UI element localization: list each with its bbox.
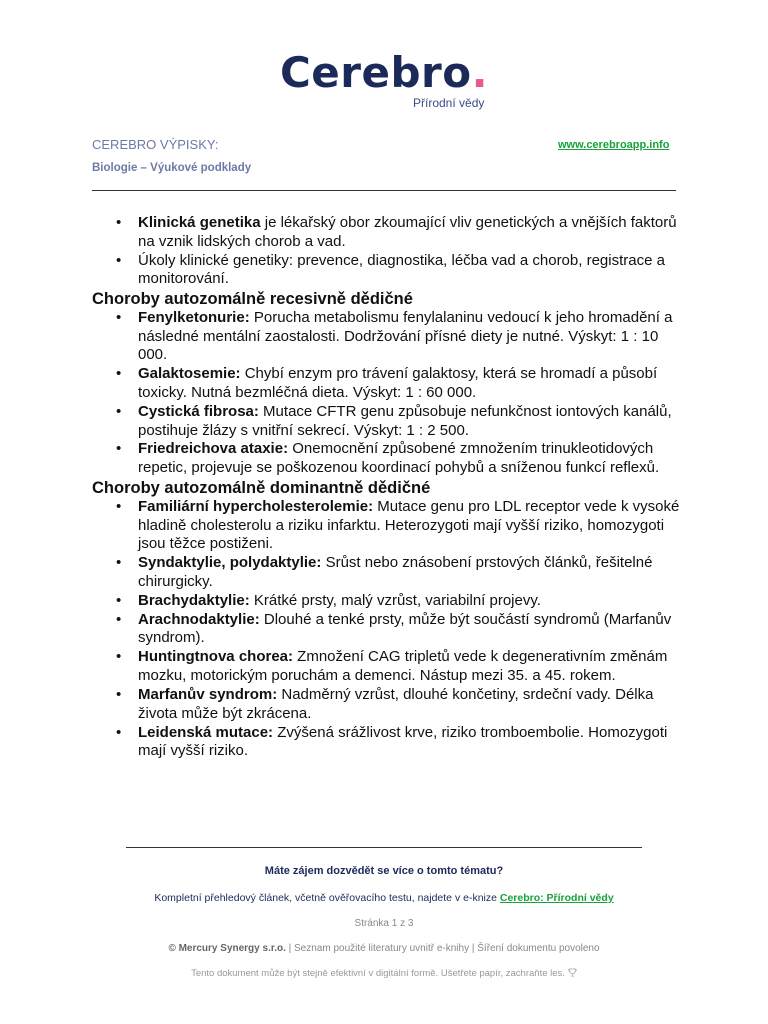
list-item xyxy=(138,592,682,611)
term: Klinická genetika xyxy=(138,214,261,231)
section-heading-dominant: Choroby autozomálně dominantně dědičné xyxy=(92,479,431,498)
footer-note-text: Tento dokument může být stejně efektivní v digitální formě. Ušetřete papír, zachraňte les. xyxy=(191,968,565,979)
description: Mutace genu pro LDL receptor vede k vysoké hladině cholesterolu a riziku infarktu. Heterozygoti mají vyšší riziko, homozygoti jsou těžce postiženi. xyxy=(138,498,680,553)
term: Syndaktylie, polydaktylie: xyxy=(138,554,322,572)
list-item xyxy=(138,440,682,477)
description: Úkoly klinické genetiky: prevence, diagnostika, léčba vad a chorob, registrace a monitorování. xyxy=(138,251,665,288)
website-link[interactable]: www.cerebroapp.info xyxy=(558,139,670,151)
logo-dot: . xyxy=(471,48,489,97)
footer-divider xyxy=(126,847,642,848)
footer-ebook-line xyxy=(0,892,768,904)
term: Familiární hypercholesterolemie: xyxy=(138,498,374,516)
description: Nadměrný vzrůst, dlouhé končetiny, srdeční vady. Délka života může být zkrácena. xyxy=(138,685,654,722)
description: Onemocnění způsobené zmnožením trinukleotidových repetic, projevuje se poškozenou koordinací pohybů a sníženou funkcí reflexů. xyxy=(138,440,660,477)
list-item xyxy=(138,252,682,289)
footer-ebook-text: Kompletní přehledový článek, včetně ověřovacího testu, najdete v e-knize xyxy=(154,892,500,904)
footer-note xyxy=(0,968,768,979)
document-series-title: CEREBRO VÝPISKY: xyxy=(92,137,219,152)
term: Fenylketonurie: xyxy=(138,309,250,327)
footer-question: Máte zájem dozvědět se více o tomto tématu? xyxy=(264,865,504,877)
list-item xyxy=(138,724,682,761)
list-item xyxy=(138,648,682,685)
list-item xyxy=(138,309,682,365)
document-subtitle: Biologie – Výukové podklady xyxy=(92,162,252,174)
list-item xyxy=(138,498,682,554)
term: Leidenská mutace: xyxy=(138,723,274,741)
page-number: Stránka 1 z 3 xyxy=(354,918,414,929)
list-item xyxy=(138,554,682,591)
ebook-link[interactable]: Cerebro: Přírodní vědy xyxy=(499,892,614,904)
description: Dlouhé a tenké prsty, může být součástí syndromů (Marfanův syndrom). xyxy=(138,610,672,647)
header-divider xyxy=(92,190,676,191)
term: Brachydaktylie: xyxy=(138,591,250,609)
copyright-details: | Seznam použité literatury uvnitř e-knihy | Šíření dokumentu povoleno xyxy=(285,943,600,954)
list-item xyxy=(138,686,682,723)
list-item xyxy=(138,365,682,402)
description: Chybí enzym pro trávení galaktosy, která se hromadí a působí toxicky. Nutná bezmléčná dieta. Výskyt: 1 : 60 000. xyxy=(138,365,658,401)
description: Krátké prsty, malý vzrůst, variabilní projevy. xyxy=(249,591,541,609)
list-item xyxy=(138,403,682,440)
description: je lékařský obor zkoumající vliv genetických a vnějších faktorů na vznik lidských chorob a vad. xyxy=(138,214,677,250)
description: Srůst nebo znásobení prstových článků, řešitelné chirurgicky. xyxy=(138,554,653,590)
term: Arachnodaktylie: xyxy=(138,610,260,628)
list-item xyxy=(138,611,682,648)
trophy-icon xyxy=(568,968,577,977)
term: Friedreichova ataxie: xyxy=(138,440,289,458)
document-body xyxy=(92,214,682,761)
recessive-list xyxy=(92,309,682,478)
intro-list xyxy=(92,214,682,289)
term: Marfanův syndrom: xyxy=(138,685,278,703)
logo-subtitle: Přírodní vědy xyxy=(413,96,485,110)
brand-logo xyxy=(0,48,768,97)
section-heading-recessive: Choroby autozomálně recesivně dědičné xyxy=(92,290,413,309)
dominant-list xyxy=(92,498,682,761)
footer-copyright xyxy=(0,943,768,954)
logo-wordmark: Cerebro xyxy=(279,48,472,97)
term: Cystická fibrosa: xyxy=(138,402,259,420)
copyright-holder: © Mercury Synergy s.r.o. xyxy=(168,943,286,954)
term: Galaktosemie: xyxy=(138,365,241,383)
description: Zmnožení CAG tripletů vede k degenerativním změnám mozku, motorickým poruchám a demenci. Nástup mezi 35. a 45. rokem. xyxy=(138,648,668,684)
description: Porucha metabolismu fenylalaninu vedoucí k jeho hromadění a následné mentální zaostalosti. Dodržování přísné diety je nutné. Výskyt: 1 : 10 000. xyxy=(138,309,673,364)
list-item xyxy=(138,214,682,251)
description: Zvýšená srážlivost krve, riziko tromboembolie. Homozygoti mají vyšší riziko. xyxy=(138,723,668,760)
term: Huntingtnova chorea: xyxy=(138,648,294,666)
description: Mutace CFTR genu způsobuje nefunkčnost iontových kanálů, postihuje žlázy s vnitřní sekrecí. Výskyt: 1 : 2 500. xyxy=(138,402,672,439)
